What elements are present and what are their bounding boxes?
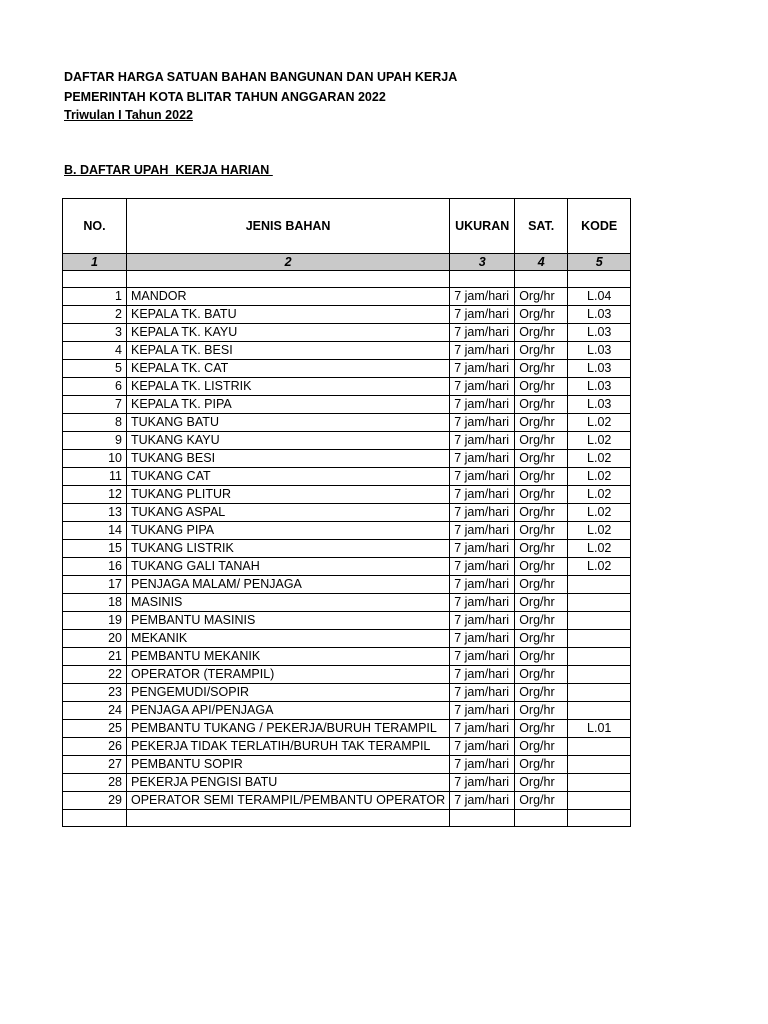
cell-sat: Org/hr	[515, 720, 568, 738]
cell-sat: Org/hr	[515, 792, 568, 810]
cell-no: 11	[63, 468, 127, 486]
cell-no: 21	[63, 648, 127, 666]
cell-kode	[568, 684, 631, 702]
table-row	[63, 504, 631, 522]
table-row	[63, 738, 631, 756]
cell-sat: Org/hr	[515, 288, 568, 306]
cell-no: 10	[63, 450, 127, 468]
cell-kode: L.02	[568, 432, 631, 450]
cell-ukuran: 7 jam/hari	[450, 648, 515, 666]
column-number: 2	[127, 254, 450, 271]
table-header-row	[63, 199, 631, 254]
cell-kode: L.02	[568, 558, 631, 576]
cell-no: 26	[63, 738, 127, 756]
cell-kode: L.02	[568, 486, 631, 504]
cell-ukuran: 7 jam/hari	[450, 432, 515, 450]
cell-no: 24	[63, 702, 127, 720]
column-header-sat: SAT.	[515, 199, 568, 254]
cell-kode: L.03	[568, 360, 631, 378]
cell-no: 17	[63, 576, 127, 594]
cell-no: 19	[63, 612, 127, 630]
column-number: 4	[515, 254, 568, 271]
table-row	[63, 702, 631, 720]
cell-kode	[568, 792, 631, 810]
cell-sat: Org/hr	[515, 540, 568, 558]
cell-ukuran: 7 jam/hari	[450, 558, 515, 576]
cell-sat: Org/hr	[515, 324, 568, 342]
cell-kode: L.04	[568, 288, 631, 306]
cell-sat: Org/hr	[515, 486, 568, 504]
table-row	[63, 792, 631, 810]
cell-sat: Org/hr	[515, 774, 568, 792]
section-title: B. DAFTAR UPAH KERJA HARIAN	[64, 163, 273, 177]
wage-table	[62, 198, 631, 827]
cell-ukuran: 7 jam/hari	[450, 360, 515, 378]
cell-jenis: OPERATOR SEMI TERAMPIL/PEMBANTU OPERATOR	[127, 792, 450, 810]
cell-ukuran: 7 jam/hari	[450, 792, 515, 810]
cell-kode	[568, 576, 631, 594]
cell-sat: Org/hr	[515, 648, 568, 666]
cell-ukuran: 7 jam/hari	[450, 378, 515, 396]
table-row	[63, 756, 631, 774]
cell-ukuran: 7 jam/hari	[450, 594, 515, 612]
cell-jenis: KEPALA TK. PIPA	[127, 396, 450, 414]
table-row	[63, 432, 631, 450]
cell-sat: Org/hr	[515, 414, 568, 432]
cell-ukuran: 7 jam/hari	[450, 522, 515, 540]
cell-jenis: TUKANG ASPAL	[127, 504, 450, 522]
table-row	[63, 360, 631, 378]
cell-no: 18	[63, 594, 127, 612]
cell-ukuran: 7 jam/hari	[450, 756, 515, 774]
table-body	[63, 254, 631, 827]
cell-jenis: PENJAGA MALAM/ PENJAGA	[127, 576, 450, 594]
table-row	[63, 324, 631, 342]
table-row	[63, 774, 631, 792]
cell-sat: Org/hr	[515, 666, 568, 684]
cell-sat: Org/hr	[515, 378, 568, 396]
cell-kode	[568, 702, 631, 720]
cell-no: 1	[63, 288, 127, 306]
cell-kode: L.02	[568, 450, 631, 468]
table-row	[63, 414, 631, 432]
table-row	[63, 540, 631, 558]
cell-jenis: MEKANIK	[127, 630, 450, 648]
cell-no: 29	[63, 792, 127, 810]
cell-no: 6	[63, 378, 127, 396]
cell-sat: Org/hr	[515, 504, 568, 522]
cell-kode	[568, 630, 631, 648]
cell-jenis: KEPALA TK. BATU	[127, 306, 450, 324]
cell-sat: Org/hr	[515, 306, 568, 324]
cell-kode: L.02	[568, 414, 631, 432]
cell-no: 28	[63, 774, 127, 792]
cell-jenis: KEPALA TK. BESI	[127, 342, 450, 360]
table-row	[63, 306, 631, 324]
column-header-jenis: JENIS BAHAN	[127, 199, 450, 254]
table-row	[63, 648, 631, 666]
cell-sat: Org/hr	[515, 576, 568, 594]
table-row	[63, 378, 631, 396]
cell-ukuran: 7 jam/hari	[450, 540, 515, 558]
table-row	[63, 450, 631, 468]
document-title: DAFTAR HARGA SATUAN BAHAN BANGUNAN DAN UPAH KERJA	[64, 70, 458, 84]
cell-kode: L.02	[568, 504, 631, 522]
cell-no: 2	[63, 306, 127, 324]
cell-jenis: PEMBANTU SOPIR	[127, 756, 450, 774]
cell-no: 12	[63, 486, 127, 504]
table-row	[63, 342, 631, 360]
cell-jenis: TUKANG CAT	[127, 468, 450, 486]
cell-no: 16	[63, 558, 127, 576]
table-row	[63, 558, 631, 576]
cell-jenis: MASINIS	[127, 594, 450, 612]
cell-no: 20	[63, 630, 127, 648]
cell-jenis: OPERATOR (TERAMPIL)	[127, 666, 450, 684]
table-row	[63, 720, 631, 738]
table-row	[63, 630, 631, 648]
cell-sat: Org/hr	[515, 756, 568, 774]
cell-jenis: PEMBANTU MASINIS	[127, 612, 450, 630]
cell-sat: Org/hr	[515, 594, 568, 612]
cell-ukuran: 7 jam/hari	[450, 576, 515, 594]
cell-sat: Org/hr	[515, 396, 568, 414]
cell-kode	[568, 756, 631, 774]
cell-ukuran: 7 jam/hari	[450, 324, 515, 342]
cell-no: 4	[63, 342, 127, 360]
cell-kode	[568, 666, 631, 684]
cell-kode	[568, 738, 631, 756]
cell-ukuran: 7 jam/hari	[450, 738, 515, 756]
cell-kode: L.02	[568, 468, 631, 486]
cell-ukuran: 7 jam/hari	[450, 666, 515, 684]
document-subtitle: PEMERINTAH KOTA BLITAR TAHUN ANGGARAN 2022	[64, 90, 386, 104]
cell-jenis: TUKANG BATU	[127, 414, 450, 432]
cell-sat: Org/hr	[515, 702, 568, 720]
cell-sat: Org/hr	[515, 360, 568, 378]
cell-no: 22	[63, 666, 127, 684]
table-row	[63, 576, 631, 594]
cell-jenis: PEKERJA TIDAK TERLATIH/BURUH TAK TERAMPIL	[127, 738, 450, 756]
cell-sat: Org/hr	[515, 468, 568, 486]
cell-no: 27	[63, 756, 127, 774]
cell-kode: L.03	[568, 378, 631, 396]
table-row	[63, 612, 631, 630]
cell-kode: L.02	[568, 522, 631, 540]
cell-no: 7	[63, 396, 127, 414]
cell-sat: Org/hr	[515, 684, 568, 702]
cell-kode	[568, 594, 631, 612]
cell-jenis: PENJAGA API/PENJAGA	[127, 702, 450, 720]
cell-jenis: KEPALA TK. KAYU	[127, 324, 450, 342]
cell-no: 5	[63, 360, 127, 378]
cell-sat: Org/hr	[515, 738, 568, 756]
table-row	[63, 684, 631, 702]
cell-no: 13	[63, 504, 127, 522]
cell-jenis: TUKANG PLITUR	[127, 486, 450, 504]
cell-ukuran: 7 jam/hari	[450, 720, 515, 738]
cell-kode: L.01	[568, 720, 631, 738]
cell-ukuran: 7 jam/hari	[450, 306, 515, 324]
cell-jenis: PEMBANTU MEKANIK	[127, 648, 450, 666]
table-row	[63, 666, 631, 684]
column-header-ukuran: UKURAN	[450, 199, 515, 254]
cell-sat: Org/hr	[515, 450, 568, 468]
cell-no: 14	[63, 522, 127, 540]
cell-jenis: PEMBANTU TUKANG / PEKERJA/BURUH TERAMPIL	[127, 720, 450, 738]
column-number-row	[63, 254, 631, 271]
table-row	[63, 396, 631, 414]
cell-jenis: TUKANG GALI TANAH	[127, 558, 450, 576]
cell-ukuran: 7 jam/hari	[450, 774, 515, 792]
table-row	[63, 468, 631, 486]
cell-kode: L.02	[568, 540, 631, 558]
cell-kode: L.03	[568, 306, 631, 324]
cell-kode	[568, 648, 631, 666]
cell-jenis: TUKANG KAYU	[127, 432, 450, 450]
cell-no: 3	[63, 324, 127, 342]
blank-row	[63, 810, 631, 827]
cell-kode: L.03	[568, 324, 631, 342]
cell-ukuran: 7 jam/hari	[450, 414, 515, 432]
cell-ukuran: 7 jam/hari	[450, 612, 515, 630]
column-header-kode: KODE	[568, 199, 631, 254]
cell-ukuran: 7 jam/hari	[450, 684, 515, 702]
blank-row	[63, 271, 631, 288]
cell-no: 8	[63, 414, 127, 432]
cell-sat: Org/hr	[515, 630, 568, 648]
cell-sat: Org/hr	[515, 342, 568, 360]
cell-sat: Org/hr	[515, 612, 568, 630]
cell-ukuran: 7 jam/hari	[450, 504, 515, 522]
cell-ukuran: 7 jam/hari	[450, 486, 515, 504]
cell-no: 23	[63, 684, 127, 702]
cell-no: 9	[63, 432, 127, 450]
cell-kode	[568, 774, 631, 792]
cell-kode: L.03	[568, 342, 631, 360]
column-header-no: NO.	[63, 199, 127, 254]
column-number: 3	[450, 254, 515, 271]
cell-sat: Org/hr	[515, 432, 568, 450]
cell-ukuran: 7 jam/hari	[450, 450, 515, 468]
table-row	[63, 522, 631, 540]
cell-ukuran: 7 jam/hari	[450, 630, 515, 648]
table-row	[63, 486, 631, 504]
cell-jenis: PENGEMUDI/SOPIR	[127, 684, 450, 702]
cell-ukuran: 7 jam/hari	[450, 396, 515, 414]
cell-no: 15	[63, 540, 127, 558]
period-label: Triwulan I Tahun 2022	[64, 108, 193, 122]
cell-no: 25	[63, 720, 127, 738]
cell-jenis: KEPALA TK. CAT	[127, 360, 450, 378]
cell-jenis: TUKANG BESI	[127, 450, 450, 468]
column-number: 1	[63, 254, 127, 271]
cell-sat: Org/hr	[515, 558, 568, 576]
cell-jenis: TUKANG LISTRIK	[127, 540, 450, 558]
cell-ukuran: 7 jam/hari	[450, 702, 515, 720]
cell-sat: Org/hr	[515, 522, 568, 540]
cell-jenis: KEPALA TK. LISTRIK	[127, 378, 450, 396]
cell-kode	[568, 612, 631, 630]
cell-jenis: PEKERJA PENGISI BATU	[127, 774, 450, 792]
table-row	[63, 288, 631, 306]
cell-kode: L.03	[568, 396, 631, 414]
column-number: 5	[568, 254, 631, 271]
cell-ukuran: 7 jam/hari	[450, 288, 515, 306]
cell-ukuran: 7 jam/hari	[450, 468, 515, 486]
cell-jenis: MANDOR	[127, 288, 450, 306]
cell-ukuran: 7 jam/hari	[450, 342, 515, 360]
table-row	[63, 594, 631, 612]
cell-jenis: TUKANG PIPA	[127, 522, 450, 540]
